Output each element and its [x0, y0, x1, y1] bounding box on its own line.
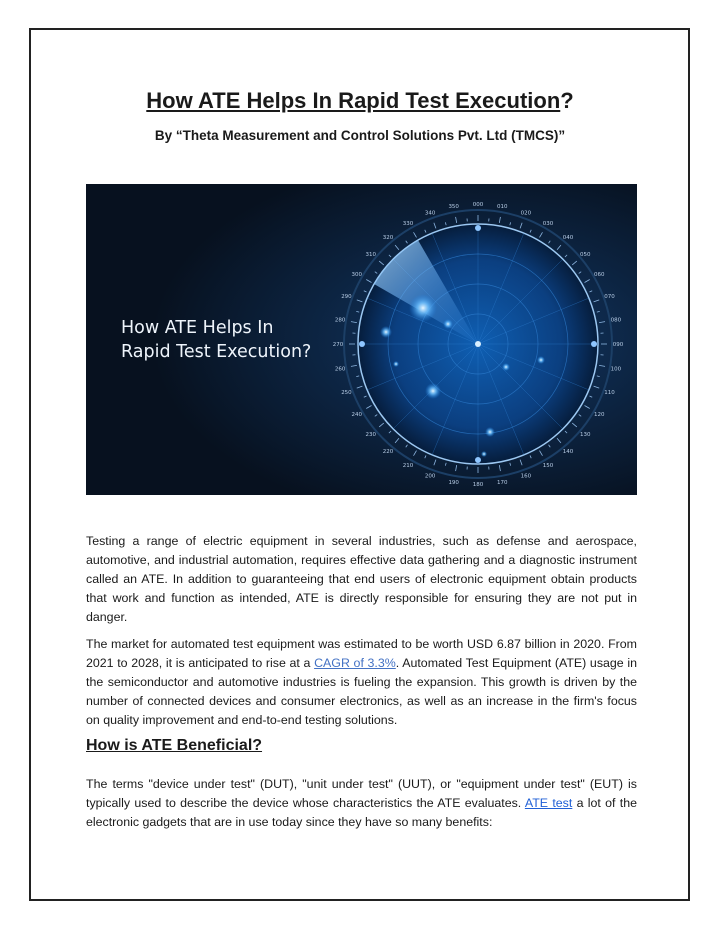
dial-label: 110 [604, 389, 615, 396]
dial-label: 290 [341, 294, 352, 301]
radar-blip [393, 361, 399, 367]
dial-label: 330 [402, 220, 414, 227]
dial-label: 270 [332, 342, 344, 348]
benefits-text-2: a lot of the electronic gadgets that are in use today since they have so many benefits: [86, 796, 638, 829]
radar-blip [443, 319, 453, 329]
dial-label: 180 [472, 482, 484, 488]
hero-image [86, 184, 637, 495]
radar-blip [502, 363, 510, 371]
dial-label: 050 [579, 252, 591, 259]
dial-label: 130 [579, 431, 591, 438]
radar-blip [425, 383, 441, 399]
dial-label: 010 [497, 204, 508, 211]
dial-label: 310 [365, 252, 377, 259]
cagr-link[interactable]: CAGR of 3.3% [314, 656, 396, 670]
dial-label: 140 [562, 449, 574, 456]
ate-test-link[interactable]: ATE test [524, 796, 573, 810]
dial-label: 040 [562, 234, 574, 241]
radar-blip [481, 451, 487, 457]
dial-label: 220 [382, 449, 394, 456]
dial-label: 000 [472, 202, 484, 208]
dial-label: 190 [448, 479, 459, 486]
dial-label: 030 [542, 220, 554, 227]
dial-label: 260 [334, 366, 346, 373]
dial-label: 350 [448, 204, 459, 211]
dial-label: 210 [402, 463, 414, 470]
radar-blip [380, 326, 392, 338]
benefits-text-1: The terms "device under test" (DUT), "unit under test" (UUT), or "equipment under test" (EUT) is typically used to describe the device whose characteristics the ATE evaluates. [86, 777, 637, 810]
dial-label: 060 [593, 272, 605, 278]
dial-label: 170 [497, 479, 508, 486]
byline: By “Theta Measurement and Control Solutions Pvt. Ltd (TMCS)” [154, 128, 566, 143]
radar-blip [409, 294, 437, 322]
radar-blip [485, 427, 495, 437]
section-heading: How is ATE Beneficial? [86, 737, 263, 754]
intro-paragraph: Testing a range of electric equipment in several industries, such as defense and aerospace, automotive, and industrial automation, requires effective data gathering and a diagnostic instrument called an ATE. In addition to guaranteeing that end users of electronic equipment obtain products that work and function as intended, ATE is directly responsible for ensuring they are not put in danger. [86, 534, 637, 624]
cardinal-marker [475, 225, 481, 231]
page-title-mark: ? [560, 88, 574, 113]
dial-label: 100 [610, 366, 622, 373]
dial-label: 160 [520, 473, 532, 480]
market-text-1: The market for automated test equipment was estimated to be worth USD 6.87 billion in 2020. From 2021 to 2028, it is anticipated to rise at a [86, 637, 637, 670]
dial-label: 120 [593, 412, 605, 418]
page-title [0, 88, 720, 114]
cardinal-marker [359, 341, 365, 347]
dial-label: 020 [520, 210, 532, 217]
dial-label: 280 [334, 317, 346, 324]
dial-label: 300 [351, 272, 363, 278]
dial-label: 090 [612, 342, 624, 348]
dial-label: 080 [610, 317, 622, 324]
radar-blip [537, 356, 545, 364]
hero-title: How ATE Helps In Rapid Test Execution? [121, 318, 312, 362]
market-paragraph [86, 635, 637, 730]
dial-label: 240 [351, 412, 363, 418]
dial-label: 320 [382, 234, 394, 241]
dial-label: 150 [542, 463, 554, 470]
dial-label: 250 [341, 389, 352, 396]
dial-label: 340 [424, 210, 436, 217]
dial-label: 230 [365, 431, 377, 438]
page-title-text: How ATE Helps In Rapid Test Execution [146, 88, 561, 113]
cardinal-marker [475, 457, 481, 463]
benefits-paragraph [86, 775, 637, 832]
dial-label: 070 [604, 294, 615, 301]
dial-label: 200 [424, 473, 436, 480]
market-text-2: . Automated Test Equipment (ATE) usage in the semiconductor and automotive industries is fueling the expansion. This growth is driven by the number of connected devices and consumer electronics, as well as an increase in the firm's focus on quality improvement and end-to-end testing solutions. [86, 656, 637, 727]
cardinal-marker [591, 341, 597, 347]
radar-center [475, 341, 481, 347]
